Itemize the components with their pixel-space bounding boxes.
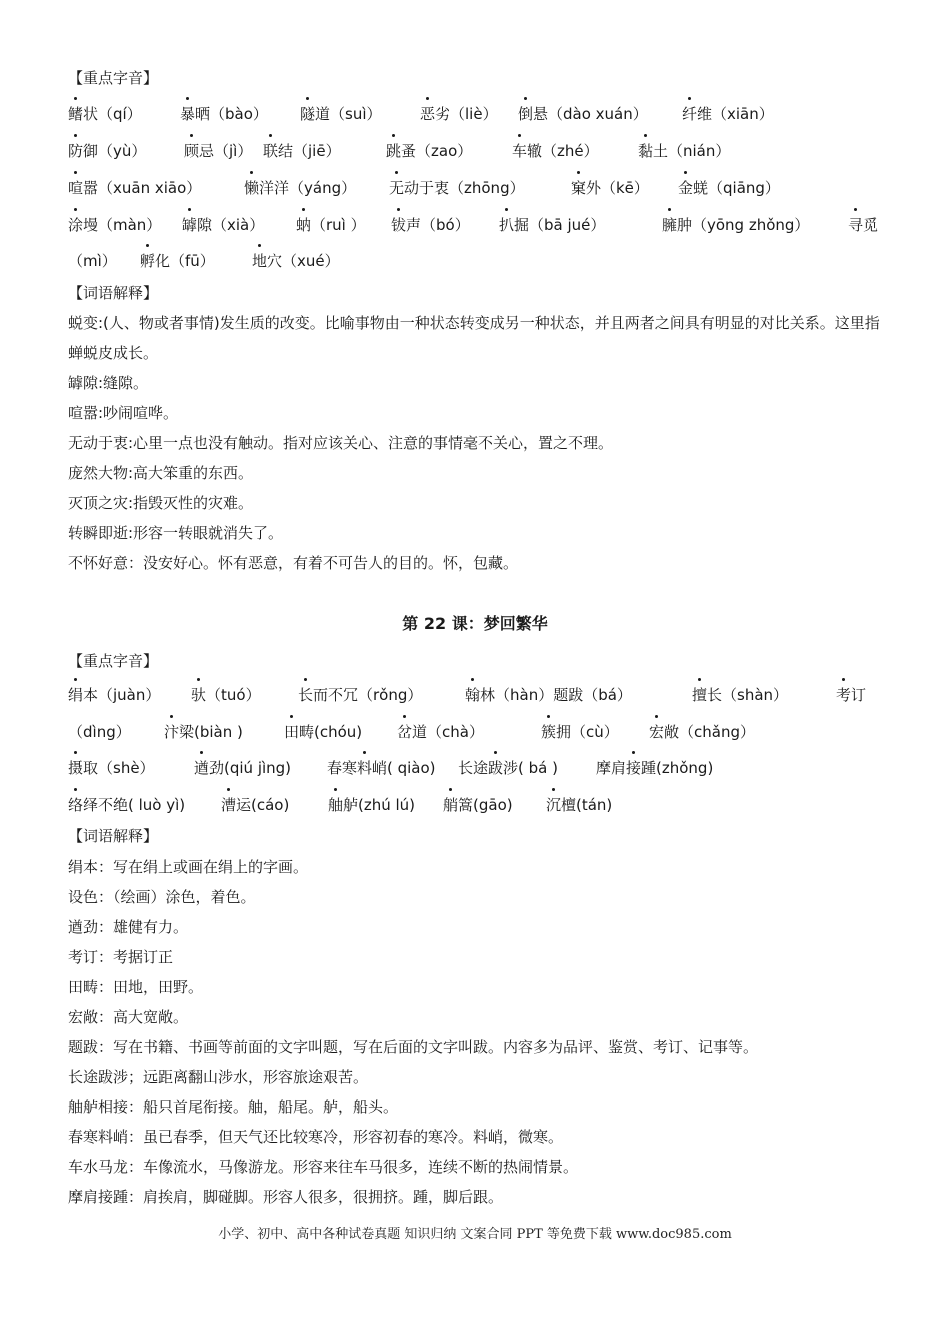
pron-entry: 懒洋洋（yáng）: [244, 179, 357, 197]
pron-entry: 恶劣（liè）: [420, 105, 498, 123]
vocab-definition: 摩肩接踵：肩挨肩，脚碰脚。形容人很多，很拥挤。踵，脚后跟。: [68, 1188, 504, 1206]
pron-entry: 摄取（shè）: [68, 759, 155, 777]
pron-entry: （mì）: [68, 252, 117, 270]
vocab-definition: 舳舻相接：船只首尾衔接。舳，船尾。舻，船头。: [68, 1098, 399, 1116]
pron-entry: 田畴(chóu): [284, 723, 363, 741]
emphasis-dot: [200, 751, 203, 754]
pron-entry: 无动于衷（zhōng）: [389, 179, 525, 197]
emphasis-dot: [655, 715, 658, 718]
pron-entry: 长途跋涉( bá ): [458, 759, 558, 777]
emphasis-dot: [449, 788, 452, 791]
pron-entry: 舳舻(zhú lú): [328, 796, 416, 814]
vocab-definition: 蜕变:(人、物或者事情)发生质的改变。比喻事物由一种状态转变成另一种状态，并且两者之间具有明显的对比关系。这里指蝉蜕皮成长。: [68, 314, 880, 362]
pron-entry: 车辙（zhé）: [512, 142, 599, 160]
emphasis-dot: [688, 97, 691, 100]
footer-note: 小学、初中、高中各种试卷真题 知识归纳 文案合同 PPT 等免费下载 www.doc985.com: [218, 1227, 732, 1242]
vocab-definition: 设色：（绘画）涂色，着色。: [68, 888, 256, 906]
pron-entry: 驮（tuó）: [191, 686, 261, 704]
emphasis-dot: [146, 244, 149, 247]
emphasis-dot: [363, 751, 366, 754]
pron-entry: 艄篙(gāo): [443, 796, 513, 814]
pron-entry: 漕运(cáo): [221, 796, 290, 814]
emphasis-dot: [197, 678, 200, 681]
pron-entry: 摩肩接踵(zhǒng): [596, 759, 714, 777]
emphasis-dot: [74, 788, 77, 791]
pron-entry: 春寒料峭( qiào): [327, 759, 436, 777]
lesson-title: 第 22 课：梦回繁华: [402, 614, 548, 633]
pron-entry: 隧道（suì）: [300, 105, 382, 123]
pron-entry: 扒掘（bā jué）: [499, 216, 606, 234]
pron-entry: 纤维（xiān）: [682, 105, 774, 123]
section1-vocab-list: [68, 308, 888, 578]
pron-entry: 防御（yù）: [68, 142, 147, 160]
pron-entry: 钹声（bó）: [391, 216, 470, 234]
vocab-definition: 罅隙:缝隙。: [68, 374, 149, 392]
vocab-definition: 车水马龙：车像流水，马像游龙。形容来往车马很多，连续不断的热闹情景。: [68, 1158, 579, 1176]
emphasis-dot: [668, 208, 671, 211]
emphasis-dot: [426, 97, 429, 100]
pron-entry: 跳蚤（zao）: [386, 142, 473, 160]
emphasis-dot: [186, 97, 189, 100]
emphasis-dot: [302, 208, 305, 211]
section2-vocab-list: [68, 852, 888, 1212]
vocab-definition: 转瞬即逝:形容一转眼就消失了。: [68, 524, 284, 542]
pron-entry: 涂墁（màn）: [68, 216, 162, 234]
pron-entry: 喧嚣（xuān xiāo）: [68, 179, 202, 197]
vocab-definition: 绢本：写在绢上或画在绢上的字画。: [68, 858, 309, 876]
pron-entry: 孵化（fū）: [140, 252, 215, 270]
pron-entry: 遒劲(qiú jìng): [194, 759, 292, 777]
pron-entry: 宏敞（chǎng）: [649, 723, 755, 741]
emphasis-dot: [188, 208, 191, 211]
emphasis-dot: [306, 97, 309, 100]
emphasis-dot: [74, 134, 77, 137]
emphasis-dot: [170, 715, 173, 718]
emphasis-dot: [74, 678, 77, 681]
vocab-definition: 田畴：田地，田野。: [68, 978, 204, 996]
emphasis-dot: [854, 208, 857, 211]
pron-entry: 寻觅: [848, 216, 879, 234]
pron-entry: 臃肿（yōng zhǒng）: [662, 216, 810, 234]
section2-vocab-header: 【词语解释】: [68, 827, 159, 845]
section1-pron-header: 【重点字音】: [68, 69, 159, 87]
vocab-definition: 不怀好意：没安好心。怀有恶意，有着不可告人的目的。怀，包藏。: [68, 554, 519, 572]
pron-entry: 络绎不绝( luò yì): [68, 796, 186, 814]
pron-entry: 罅隙（xià）: [182, 216, 265, 234]
emphasis-dot: [269, 134, 272, 137]
pron-entry: 地穴（xué）: [252, 252, 340, 270]
pron-entry: （dìng）: [68, 723, 131, 741]
emphasis-dot: [698, 678, 701, 681]
vocab-definition: 喧嚣:吵闹喧哗。: [68, 404, 179, 422]
emphasis-dot: [250, 171, 253, 174]
emphasis-dot: [842, 678, 845, 681]
pron-entry: 联结（jiē）: [263, 142, 341, 160]
vocab-definition: 题跋：写在书籍、书画等前面的文字叫题，写在后面的文字叫跋。内容多为品评、鉴赏、考订、记事等。: [68, 1038, 759, 1056]
vocab-definition: 灭顶之灾:指毁灭性的灾难。: [68, 494, 254, 512]
emphasis-dot: [632, 751, 635, 754]
pron-entry: 考订: [836, 686, 867, 704]
emphasis-dot: [290, 715, 293, 718]
vocab-definition: 无动于衷:心里一点也没有触动。指对应该关心、注意的事情毫不关心，置之不理。: [68, 434, 614, 452]
emphasis-dot: [334, 788, 337, 791]
emphasis-dot: [577, 171, 580, 174]
emphasis-dot: [684, 171, 687, 174]
emphasis-dot: [392, 134, 395, 137]
pron-entry: 擅长（shàn）: [692, 686, 789, 704]
emphasis-dot: [304, 678, 307, 681]
pron-entry: 黏土（nián）: [638, 142, 731, 160]
emphasis-dot: [518, 134, 521, 137]
pron-entry: 蚋（ruì ）: [296, 216, 366, 234]
vocab-definition: 春寒料峭：虽已春季，但天气还比较寒冷，形容初春的寒冷。料峭，微寒。: [68, 1128, 564, 1146]
pron-entry: 岔道（chà）: [397, 723, 484, 741]
emphasis-dot: [552, 788, 555, 791]
emphasis-dot: [494, 751, 497, 754]
emphasis-dot: [74, 171, 77, 174]
emphasis-dot: [397, 208, 400, 211]
pron-entry: 翰林（hàn）题跋（bá）: [465, 686, 632, 704]
emphasis-dot: [74, 208, 77, 211]
emphasis-dot: [403, 715, 406, 718]
emphasis-dot: [471, 678, 474, 681]
emphasis-dot: [644, 134, 647, 137]
emphasis-dot: [74, 751, 77, 754]
emphasis-dot: [505, 208, 508, 211]
pron-entry: 鳍状（qí）: [68, 105, 142, 123]
section2-pron-header: 【重点字音】: [68, 652, 159, 670]
emphasis-dot: [74, 97, 77, 100]
vocab-definition: 宏敞：高大宽敞。: [68, 1008, 189, 1026]
pron-entry: 汴梁(biàn ): [164, 723, 243, 741]
pron-entry: 窠外（kē）: [571, 179, 649, 197]
pron-entry: 暴晒（bào）: [180, 105, 268, 123]
pron-entry: 绢本（juàn）: [68, 686, 161, 704]
emphasis-dot: [524, 97, 527, 100]
section1-vocab-header: 【词语解释】: [68, 284, 159, 302]
pron-entry: 簇拥（cù）: [541, 723, 619, 741]
vocab-definition: 考订：考据订正: [68, 948, 174, 966]
emphasis-dot: [190, 134, 193, 137]
emphasis-dot: [547, 715, 550, 718]
pron-entry: 顾忌（jì）: [184, 142, 253, 160]
emphasis-dot: [227, 788, 230, 791]
vocab-definition: 庞然大物:高大笨重的东西。: [68, 464, 254, 482]
emphasis-dot: [395, 171, 398, 174]
pron-entry: 倒悬（dào xuán）: [518, 105, 648, 123]
emphasis-dot: [258, 244, 261, 247]
vocab-definition: 遒劲：雄健有力。: [68, 918, 189, 936]
pron-entry: 长而不冗（rǒng）: [298, 686, 423, 704]
vocab-definition: 长途跋涉；远距离翻山涉水，形容旅途艰苦。: [68, 1068, 369, 1086]
pron-entry: 沉檀(tán): [546, 796, 613, 814]
pron-entry: 金蜣（qiāng）: [678, 179, 780, 197]
